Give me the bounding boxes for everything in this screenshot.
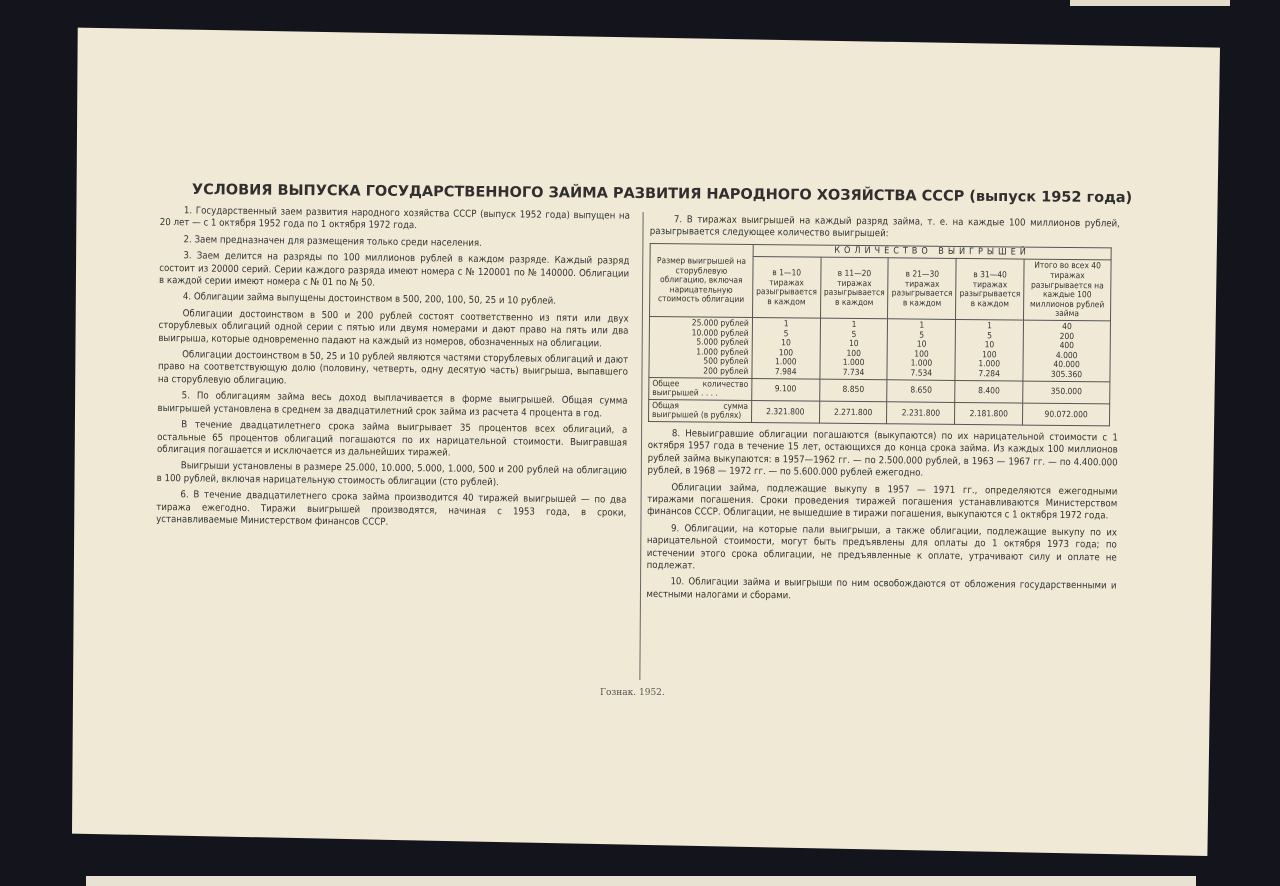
cell-value: 2.231.800 — [887, 402, 955, 425]
cell-value: 1.000 — [910, 357, 933, 369]
right-column — [646, 214, 1120, 610]
col-header-draws-31-40: в 31—40 тиражах разыгрывается в каждом — [956, 259, 1024, 320]
clause-2: 2. Заем предназначен для размещения только среди населения. — [183, 234, 482, 249]
clause-10: 10. Облигации займа и выигрыши по ним освобождаются от обложения государственными и местными налогами и сборами. — [646, 576, 1117, 602]
cell-value: 100 — [778, 346, 794, 358]
prize-label: 5.000 рублей — [696, 336, 749, 348]
col-header-total: Итого во всех 40 тиражах разыгрывается на каждые 100 миллионов рублей займа — [1024, 259, 1111, 320]
cell-value: 100 — [982, 348, 997, 360]
cell-value: 5 — [987, 329, 992, 340]
clause-6: 6. В течение двадцатилетнего срока займа производится 40 тиражей выигрышей — по два тиража ежегодно. Тиражи выигрышей производятся, начиная с 1953 года, в сроки, устанавливаемые Министерством финансов СССР. — [156, 489, 627, 528]
cell-value: 2.321.800 — [751, 400, 819, 423]
cell-value: 7.984 — [774, 366, 797, 377]
cell-value: 9.100 — [752, 378, 820, 401]
cell-value: 7.284 — [978, 368, 1000, 379]
cell-value: 1 — [919, 319, 925, 330]
column-draws-31-40 — [955, 319, 1023, 380]
printer-imprint: Гознак. 1952. — [600, 688, 665, 698]
clause-4-para-2: Облигации достоинством в 500 и 200 рублей состоят соответственно из пяти или двух сторублевых облигаций одной серии с пятью или двумя номерами и дают право на пять или два выигрыша, которые одновременно падают на каждый из номеров, обозначенных на облигации. — [158, 308, 629, 350]
cell-value: 10 — [984, 339, 995, 350]
cell-value: 10 — [848, 338, 859, 349]
clause-5-para-2: В течение двадцатилетнего срока займа выигрывает 35 процентов всех облигаций, а остальные 65 процентов облигаций погашаются по их нарицательной стоимости. Выигравшая облигация погашается и исключается из дальнейших тиражей. — [156, 419, 628, 459]
cell-value: 1 — [851, 318, 857, 329]
cell-value: 5 — [919, 329, 925, 340]
prize-label: 25.000 рублей — [691, 317, 749, 328]
prize-size-header: Размер выигрышей на сторублевую облигацию, включая нарицательную стоимость облигации — [650, 243, 754, 317]
cell-value: 90.072.000 — [1023, 403, 1110, 426]
clause-9: 9. Облигации, на которые пали выигрыши, а также облигации, подлежащие выкупу по их нарицательной стоимости, могут быть предъявлены для оплаты до 1 октября 1973 года; по истечении этого срока облигации, не предъявленные к оплате, утрачивают силу и оплате не подлежат. — [646, 522, 1118, 572]
clause-5: 5. По облигациям займа весь доход выплачивается в форме выигрышей. Общая сумма выигрышей установлена в среднем за двадцатилетний срок займа из расчета 4 процента в год. — [157, 390, 628, 420]
document-title: УСЛОВИЯ ВЫПУСКА ГОСУДАРСТВЕННОГО ЗАЙМА РАЗВИТИЯ НАРОДНОГО ХОЗЯЙСТВА СССР (выпуск 1952 года) — [191, 182, 1133, 207]
adjacent-sheet-edge-top — [1070, 0, 1230, 6]
clause-5-para-3: Выигрыши установлены в размере 25.000, 10.000, 5.000, 1.000, 500 и 200 рублей на облигацию в 100 рублей, включая нарицательную стоимость облигации (сто рублей). — [156, 460, 627, 488]
cell-value: 5 — [851, 328, 857, 339]
cell-value: 100 — [914, 348, 929, 359]
quantity-header: КОЛИЧЕСТВО ВЫИГРЫШЕЙ — [753, 244, 1111, 260]
cell-value: 1 — [783, 318, 789, 329]
cell-value: 1.000 — [774, 356, 797, 367]
cell-value: 8.650 — [887, 379, 955, 402]
prize-label: 200 рублей — [703, 365, 749, 376]
cell-value: 4.000 — [1055, 349, 1078, 360]
cell-value: 8.850 — [819, 379, 887, 402]
clause-8: 8. Невыигравшие облигации погашаются (выкупаются) по их нарицательной стоимости с 1 октября 1957 года в течение 15 лет, остающихся до конца срока займа. Из каждых 100 миллионов рублей займа выкупаются: в 1957—1962 гг. — по 2.500.000 рублей, в 1963 — 1967 гг. — по 4.400.000 рублей, в 1968 — 1972 гг. — по 5.600.000 рублей ежегодно. — [647, 428, 1118, 479]
prize-label: 10.000 рублей — [691, 326, 749, 338]
total-sum-label: Общая сумма выигрышей (в рублях) — [649, 399, 752, 422]
column-draws-21-30 — [887, 319, 955, 380]
clause-3: 3. Заем делится на разряды по 100 миллионов рублей в каждом разряде. Каждый разряд состоит из 20000 серий. Серии каждого разряда имеют номера с № 120001 по № 140000. Облигации в каждой серии имеют номера с № 01 по № 50. — [159, 250, 630, 289]
cell-value: 200 — [1059, 330, 1075, 341]
col-header-draws-21-30: в 21—30 тиражах разыгрывается в каждом — [888, 258, 956, 319]
total-sum-row — [649, 399, 1110, 426]
clause-1: 1. Государственный заем развития народного хозяйства СССР (выпуск 1952 года) выпущен на 20 лет — с 1 октября 1952 года по 1 октября 1972 года. — [159, 205, 630, 232]
prize-label: 500 рублей — [703, 355, 749, 367]
cell-value: 40.000 — [1053, 359, 1080, 370]
adjacent-sheet-edge-bottom — [86, 876, 1196, 886]
cell-value: 5 — [783, 327, 789, 338]
column-draws-11-20 — [820, 318, 888, 379]
column-total — [1023, 320, 1110, 381]
total-count-label: Общее количество выигрышей . . . . — [649, 377, 752, 400]
cell-value: 400 — [1059, 340, 1075, 351]
cell-value: 10 — [916, 338, 927, 349]
cell-value: 7.534 — [910, 367, 933, 378]
clause-8-para-2: Облигации займа, подлежащие выкупу в 1957 — 1971 гг., определяются ежегодными тиражами погашения. Сроки проведения тиражей погашения устанавливаются Министерством финансов СССР. Облигации, не вышедшие в тиражи погашения, выкупаются с 1 октября 1972 года. — [647, 481, 1118, 522]
cell-value: 10 — [781, 337, 791, 348]
column-draws-1-10 — [752, 317, 820, 378]
cell-value: 100 — [846, 347, 861, 358]
clause-4-para-3: Облигации достоинством в 50, 25 и 10 рублей являются частями сторублевых облигаций и дают право на соответствующую долю (половину, четверть, одну десятую часть) выигрыша, выпавшего на сторублевую облигацию. — [157, 349, 629, 387]
cell-value: 2.271.800 — [819, 401, 887, 424]
col-header-draws-1-10: в 1—10 тиражах разыгрывается в каждом — [752, 257, 820, 318]
cell-value: 40 — [1062, 320, 1072, 332]
cell-value: 350.000 — [1023, 381, 1110, 404]
cell-value: 1.000 — [842, 357, 865, 368]
prize-labels — [649, 316, 752, 378]
clause-7: 7. В тиражах выигрышей на каждый разряд займа, т. е. на каждые 100 миллионов рублей, разыгрывается следующее количество выигрышей: — [649, 214, 1120, 240]
cell-value: 1 — [987, 320, 993, 331]
cell-value: 8.400 — [955, 380, 1023, 403]
clause-4: 4. Облигации займа выпущены достоинством в 500, 200, 100, 50, 25 и 10 рублей. — [182, 291, 557, 308]
left-column — [156, 205, 630, 536]
prize-label: 1.000 рублей — [696, 346, 749, 357]
cell-value: 1.000 — [978, 358, 1001, 369]
prize-table — [648, 243, 1112, 427]
cell-value: 7.734 — [842, 366, 865, 378]
cell-value: 2.181.800 — [955, 402, 1023, 425]
col-header-draws-11-20: в 11—20 тиражах разыгрывается в каждом — [820, 258, 888, 319]
cell-value: 305.360 — [1050, 368, 1083, 380]
prize-rows — [649, 316, 1111, 381]
